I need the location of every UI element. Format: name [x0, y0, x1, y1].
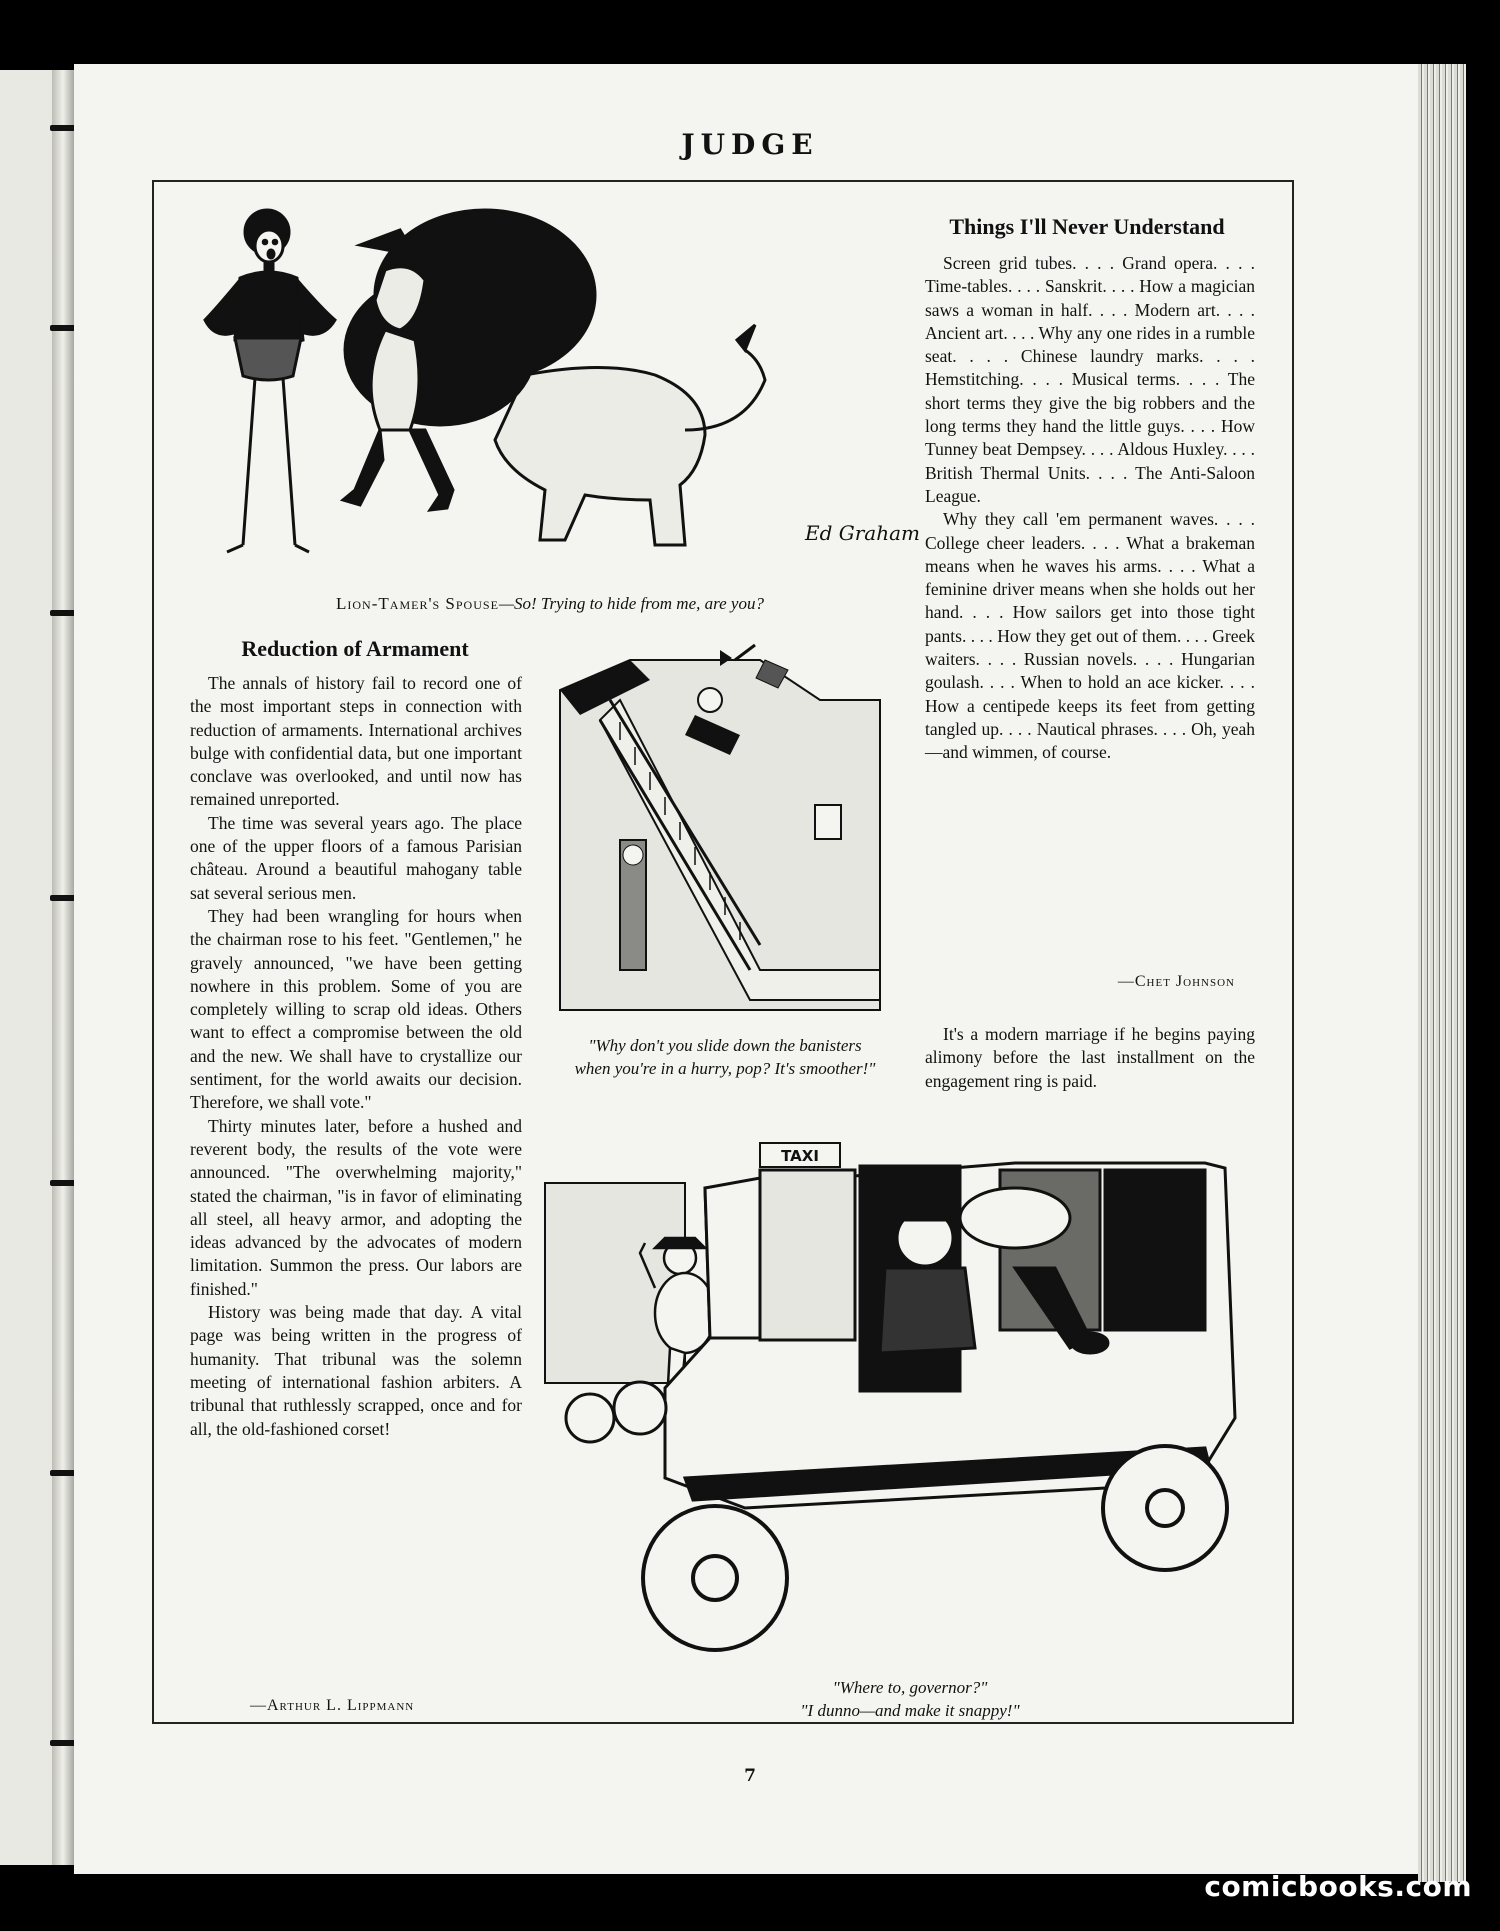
headlamps — [566, 1382, 666, 1442]
things-byline: —Chet Johnson — [1117, 973, 1235, 990]
binding-stitch — [50, 1470, 76, 1476]
caption-line: —So! Trying to hide from me, are you? — [498, 594, 764, 613]
article-paragraph: The time was several years ago. The place one of the upper floors of a famous Parisian château. Around a beautiful mahogany table sat several serious men. — [190, 812, 522, 903]
lion-cartoon-caption — [230, 592, 870, 615]
binding-stitch — [50, 610, 76, 616]
running-head: JUDGE — [681, 128, 819, 161]
staircase-cartoon — [560, 640, 880, 1010]
caption-speaker: Lion-Tamer's Spouse — [336, 594, 499, 613]
filler-joke — [925, 1023, 1255, 1093]
wall-picture — [815, 805, 841, 839]
binding-stitch — [50, 1180, 76, 1186]
article-byline: —Arthur L. Lippmann — [250, 1697, 415, 1714]
staircase-caption: "Why don't you slide down the banisters when you're in a hurry, pop? It's smoother!" — [574, 1036, 876, 1078]
article-paragraph: Thirty minutes later, before a hushed and reverent body, the results of the vote were announced. "The overwhelming majority," stated the chairman, "is in favor of eliminating all steel, all heavy armor, and adopting the ideas advanced by the advocates of modern limitation. Summon the press. Our labors are finished." — [190, 1115, 522, 1299]
book-binding — [52, 70, 74, 1865]
page-number: 7 — [744, 1766, 756, 1786]
binding-stitch — [50, 1740, 76, 1746]
woman-figure — [205, 210, 335, 552]
things-title: Things I'll Never Understand — [949, 214, 1225, 239]
taxi-caption — [700, 1676, 1120, 1722]
binding-stitch — [50, 895, 76, 901]
site-watermark: comicbooks.com — [1204, 1870, 1472, 1903]
lion-figure — [343, 210, 765, 545]
article-title: Reduction of Armament — [241, 636, 469, 661]
things-body — [925, 252, 1255, 765]
things-paragraph: Why they call 'em permanent waves. . . . College cheer leaders. . . . What a brakeman means when he waves his arms. . . . What a feminine driver means when she holds out her hand. . . . How sailors get into those tight pants. . . . How they get out of them. . . . Greek waiters. . . . Russian novels. . . . Hungarian goulash. . . . When to hold an ace kicker. . . . How a centipede keeps its feet from getting tangled up. . . . Nautical phrases. . . . Oh, yeah—and wimmen, of course. — [925, 509, 1255, 763]
taxi-caption-line-1: "Where to, governor?" — [832, 1678, 988, 1697]
lion-tamer-cartoon — [185, 200, 920, 570]
article-body — [190, 672, 522, 1441]
taxi-caption-line-2: "I dunno—and make it snappy!" — [800, 1701, 1020, 1720]
artist-signature: Ed Graham — [805, 521, 920, 545]
article-paragraph: History was being made that day. A vital page was being written in the progress of humanity. That tribunal was the solemn meeting of international fashion arbiters. A tribunal that ruthlessly scrapped, once and for all, the old-fashioned corset! — [190, 1302, 522, 1439]
taxi-sign: TAXI — [781, 1147, 819, 1165]
things-paragraph: Screen grid tubes. . . . Grand opera. . . . Time-tables. . . . Sanskrit. . . . How a magician saws a woman in half. . . . Modern art. . . . Ancient art. . . . Why any one rides in a rumble seat. . . . Chinese laundry marks. . . . Hemstitching. . . . Musical terms. . . . The short terms they give the big robbers and the long terms they hand the little guys. . . . How Tunney beat Dempsey. . . . Aldous Huxley. . . . British Thermal Units. . . . The Anti-Saloon League. — [925, 253, 1255, 506]
taxi-cartoon — [545, 1138, 1265, 1658]
article-paragraph: They had been wrangling for hours when the chairman rose to his feet. "Gentlemen," he gravely announced, "we have been getting nowhere in this problem. Some of you are completely willing to scrap old ideas. Others want to effect a compromise between the old and the new. We shall have to crystallize our sentiment, for the world awaits our decision. Therefore, we shall vote." — [190, 905, 522, 1113]
binding-stitch — [50, 325, 76, 331]
filler-paragraph: It's a modern marriage if he begins paying alimony before the last installment on the engagement ring is paid. — [925, 1024, 1255, 1091]
article-paragraph: The annals of history fail to record one of the most important steps in connection with reduction of armaments. International archives bulge with confidential data, but one important conclave was overlooked, and until now has remained unreported. — [190, 673, 522, 810]
page-edges — [1418, 64, 1466, 1882]
